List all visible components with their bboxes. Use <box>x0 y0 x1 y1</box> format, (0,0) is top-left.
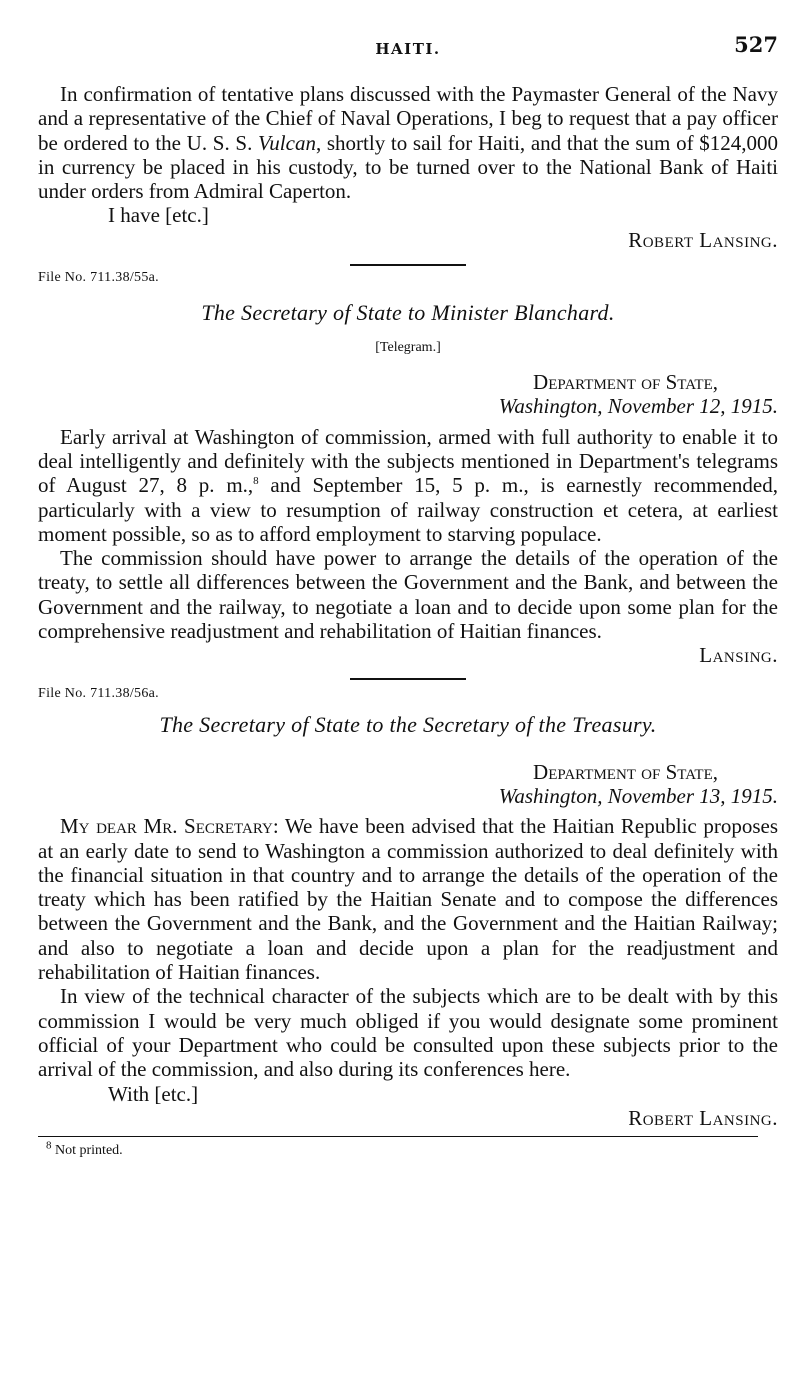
letter1-paragraph: In confirmation of tentative plans discussed with the Paymaster General of the Navy and a representative of the Chief of Naval Operations, I beg to request that a pay officer be ordered to the U. S. S. Vulcan, shortly to sail for Haiti, and that the sum of $124,000 in currency be placed in his custody, to be turned over to the National Bank of Haiti under orders from Admiral Caperton. <box>38 82 779 204</box>
footnote-divider <box>38 1136 758 1137</box>
letter-paragraph-1: My dear Mr. Secretary: We have been advised that the Haitian Republic proposes at an early date to send to Washington a commission authorized to deal definitely with the financial situation in that country and to arrange the details of the operation of the treaty which has been ratified by the Haitian Senate and to compose the differences between the Government and the Bank, and the Government and the Haitian Railway; and also to negotiate a loan and decide upon a plan for the readjustment and rehabilitation of Haitian finances. <box>38 814 778 985</box>
footnote: $^8$ Not printed. <box>46 1139 123 1159</box>
letter-signature: Robert Lansing. <box>628 1105 778 1130</box>
file-number: File No. 711.38/56a. <box>38 685 159 701</box>
page <box>38 28 778 1159</box>
letter1-signature: Robert Lansing. <box>628 227 778 252</box>
running-title: HAITI. <box>375 40 441 58</box>
page-number: 527 <box>734 32 778 57</box>
place-date: Washington, November 13, 1915. <box>498 783 778 808</box>
dateline <box>38 760 778 809</box>
document-title: The Secretary of State to Minister Blanchard. <box>201 300 615 326</box>
department: Department of State, <box>533 759 718 784</box>
file-number: File No. 711.38/55a. <box>38 270 159 286</box>
footnote-ref: 8 <box>253 475 259 488</box>
section-divider <box>350 678 466 680</box>
letter-closing: With [etc.] <box>108 1081 199 1106</box>
telegram-paragraph-1: Early arrival at Washington of commission, armed with full authority to enable it to deal intelligently and definitely with the subjects mentioned in Department's telegrams of August 27, 8 p. m.,$^8$ and September 15, 5 p. m., is earnestly recommended, particularly with a view to resumption of railway construction et cetera, at earliest moment possible, so as to afford employment to starving populace. <box>38 424 779 546</box>
letter1-closing: I have [etc.] <box>108 203 209 228</box>
letter-paragraph-2: In view of the technical character of the subjects which are to be dealt with by this commission I would be very much obliged if you would designate some prominent official of your Department who could be consulted upon these subjects prior to the arrival of the commission, and also during its conferences here. <box>38 984 778 1082</box>
place-date: Washington, November 12, 1915. <box>498 394 778 419</box>
section-divider <box>350 264 466 266</box>
telegram-signature: Lansing. <box>699 643 778 668</box>
running-header <box>38 28 778 62</box>
document-title: The Secretary of State to the Secretary of the Treasury. <box>159 711 657 737</box>
ship-name: Vulcan <box>258 130 316 155</box>
department: Department of State, <box>533 370 718 395</box>
telegram-paragraph-2: The commission should have power to arrange the details of the operation of the treaty, to settle all differences between the Government and the Bank, and between the Government and the railway, to negotiate a loan and to decide upon some plan for the comprehensive readjustment and rehabilitation of Haitian finances. <box>38 546 778 644</box>
footnote-mark: 8 <box>46 1139 52 1152</box>
dateline <box>38 370 778 419</box>
salutation: My dear Mr. Secretary: <box>60 814 279 839</box>
telegram-label: [Telegram.] <box>375 340 441 356</box>
